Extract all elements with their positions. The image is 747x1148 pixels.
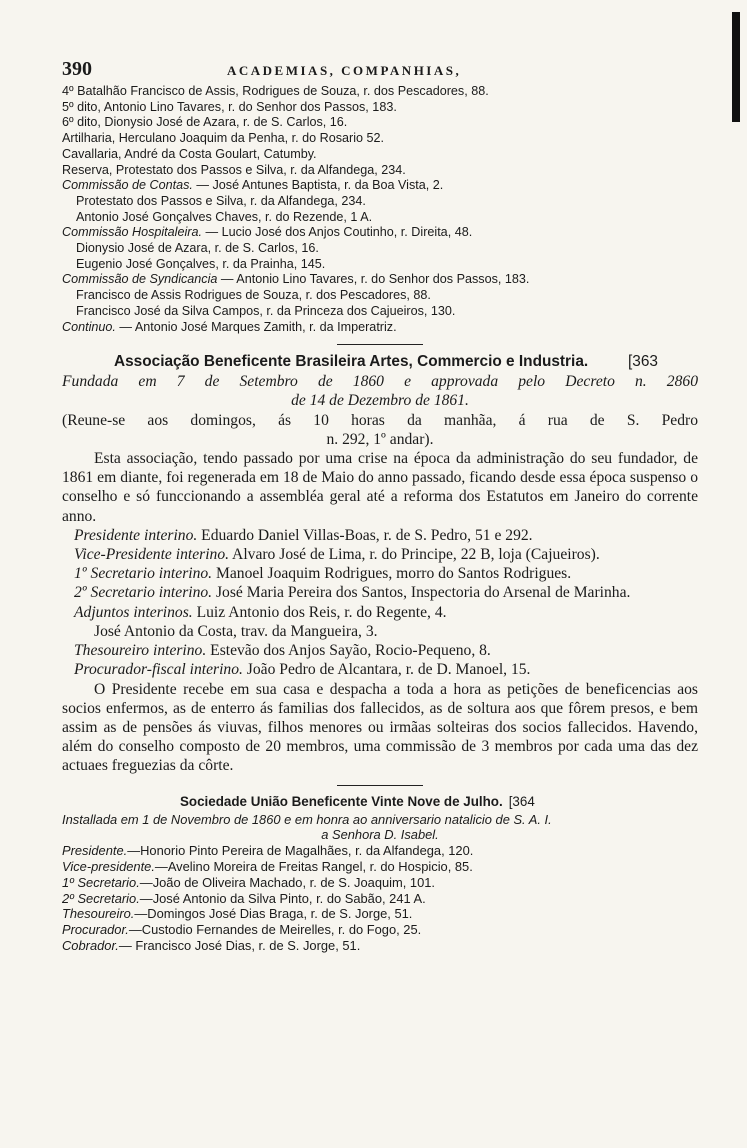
entry-number: [364: [508, 793, 535, 809]
officer-entry: Vice-presidente.—Avelino Moreira de Freitas Rangel, r. do Hospicio, 85.: [62, 858, 473, 874]
duties-paragraph: O Presidente recebe em sua casa e despacha a toda a hora as petições de beneficencias aos socios enfermos, as de enterro ás familias dos fallecidos, as de soltura aos que fôrem presos, e bem assim as de pensões ás viuvas, filhos menores ou irmãas solteiras dos socios fallecidos. Havendo, além do conselho composto de 20 membros, uma commissão de 3 membros por cada uma das dez actuaes freguezias da côrte.: [62, 680, 698, 775]
list-item: Eugenio José Gonçalves, r. da Prainha, 145.: [76, 256, 326, 271]
list-item: Antonio José Gonçalves Chaves, r. do Rezende, 1 A.: [76, 209, 373, 224]
officer-entry: Thesoureiro.—Domingos José Dias Braga, r. de S. Jorge, 51.: [62, 906, 413, 922]
history-paragraph: Esta associação, tendo passado por uma crise na época da administração do seu fundador, de 1861 em diante, foi regenerada em 18 de Maio do anno passado, ficando desde essa época suspenso o conselho e só funccionando a assembléa geral até a reforma dos Estatutos em Janeiro do corrente anno.: [62, 450, 698, 525]
list-item: Dionysio José de Azara, r. de S. Carlos, 16.: [76, 241, 319, 256]
list-item: Commissão Hospitaleira. — Lucio José dos Anjos Coutinho, r. Direita, 48.: [62, 225, 473, 240]
section-title: Associação Beneficente Brasileira Artes, Commercio e Industria. [363: [62, 352, 698, 372]
founding-line: de 14 de Dezembro de 1861.: [291, 392, 469, 410]
installation-line: a Senhora D. Isabel.: [321, 827, 439, 843]
list-item: Cavallaria, André da Costa Goulart, Catumby.: [62, 146, 317, 161]
list-item: 5º dito, Antonio Lino Tavares, r. do Senhor dos Passos, 183.: [62, 99, 397, 114]
running-title: ACADEMIAS, COMPANHIAS,: [227, 63, 462, 78]
book-page: [62, 58, 698, 954]
list-item: Artilharia, Herculano Joaquim da Penha, r. do Rosario 52.: [62, 131, 385, 146]
section-officers-list: [62, 84, 698, 335]
page-number: 390: [62, 58, 92, 80]
list-item: Commissão de Contas. — José Antunes Baptista, r. da Boa Vista, 2.: [62, 178, 444, 193]
meeting-info: n. 292, 1º andar).: [326, 430, 434, 448]
officer-entry: Presidente.—Honorio Pinto Pereira de Magalhães, r. da Alfandega, 120.: [62, 843, 474, 859]
section-sociedade: [62, 793, 698, 954]
list-item: 4º Batalhão Francisco de Assis, Rodrigues de Souza, r. dos Pescadores, 88.: [62, 84, 489, 98]
officer-entry: Presidente interino. Eduardo Daniel Villas-Boas, r. de S. Pedro, 51 e 292.: [74, 526, 533, 544]
officer-entry: 2º Secretario interino. José Maria Pereira dos Santos, Inspectoria do Arsenal de Marinha.: [74, 584, 631, 602]
item-label: Commissão Hospitaleira.: [62, 225, 202, 240]
section-divider: [337, 344, 423, 345]
officer-entry: Adjuntos interinos. Luiz Antonio dos Reis, r. do Regente, 4.: [74, 603, 447, 621]
section-associacao: [62, 352, 698, 775]
officer-entry: 2º Secretario.—José Antonio da Silva Pinto, r. do Sabão, 241 A.: [62, 890, 426, 906]
officer-entry: 1º Secretario interino. Manoel Joaquim Rodrigues, morro do Santos Rodrigues.: [74, 565, 572, 583]
list-item: Francisco José da Silva Campos, r. da Princeza dos Cajueiros, 130.: [76, 303, 456, 318]
section-title: Sociedade União Beneficente Vinte Nove de Julho. [364: [180, 793, 535, 809]
entry-number: [363: [628, 353, 658, 371]
installation-line: Installada em 1 de Novembro de 1860 e em honra ao anniversario natalicio de S. A. I.: [62, 811, 552, 827]
officer-entry: 1º Secretario.—João de Oliveira Machado, r. de S. Joaquim, 101.: [62, 874, 436, 890]
section-divider: [337, 785, 423, 786]
officer-entry: Procurador-fiscal interino. João Pedro de Alcantara, r. de D. Manoel, 15.: [74, 661, 531, 679]
list-item: Reserva, Protestato dos Passos e Silva, r. da Alfandega, 234.: [62, 162, 406, 177]
page-header: [62, 58, 698, 84]
list-item: Protestato dos Passos e Silva, r. da Alfandega, 234.: [76, 193, 366, 208]
officer-entry: Procurador.—Custodio Fernandes de Meirelles, r. do Fogo, 25.: [62, 922, 422, 938]
list-item: Continuo. — Antonio José Marques Zamith, r. da Imperatriz.: [62, 319, 397, 334]
officer-entry: Vice-Presidente interino. Alvaro José de Lima, r. do Principe, 22 B, loja (Cajueiros).: [74, 546, 600, 564]
item-label: Commissão de Syndicancia: [62, 272, 218, 287]
list-item: Francisco de Assis Rodrigues de Souza, r. dos Pescadores, 88.: [76, 288, 431, 303]
meeting-info: (Reune-se aos domingos, ás 10 horas da manhãa, á rua de S. Pedro: [62, 411, 698, 429]
item-label: Continuo.: [62, 319, 116, 334]
officer-entry: José Antonio da Costa, trav. da Mangueira, 3.: [94, 622, 378, 640]
founding-line: Fundada em 7 de Setembro de 1860 e approvada pelo Decreto n. 2860: [62, 373, 698, 391]
item-label: Commissão de Contas.: [62, 178, 193, 193]
list-item: Commissão de Syndicancia — Antonio Lino Tavares, r. do Senhor dos Passos, 183.: [62, 272, 530, 287]
officer-entry: Thesoureiro interino. Estevão dos Anjos Sayão, Rocio-Pequeno, 8.: [74, 642, 491, 660]
list-item: 6º dito, Dionysio José de Azara, r. de S. Carlos, 16.: [62, 115, 348, 130]
page-edge-mark: [732, 12, 740, 122]
officer-entry: Cobrador.— Francisco José Dias, r. de S. Jorge, 51.: [62, 937, 361, 953]
